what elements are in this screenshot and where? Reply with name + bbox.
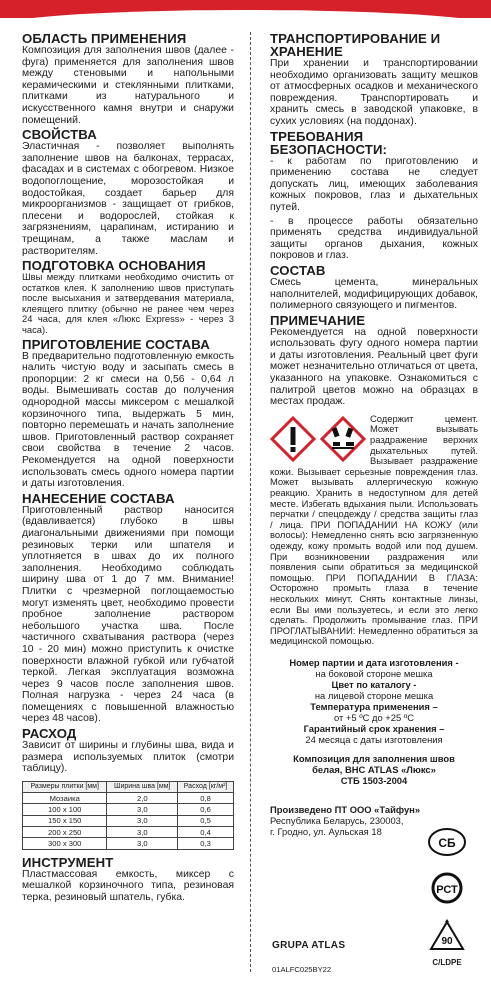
ghs-pictograms <box>270 416 366 462</box>
table-cell: 3,0 <box>107 827 178 838</box>
section-title-properties: СВОЙСТВА <box>22 127 97 143</box>
table-row <box>23 827 234 838</box>
product-info <box>270 657 478 786</box>
section-text-tools: Пластмассовая емкость, миксер с мешалкой корзиночного типа, резиновая терка, резиновый шпатель, губка. <box>22 868 234 903</box>
section-title-note: ПРИМЕЧАНИЕ <box>270 312 366 328</box>
section-text-safety-2: - в процессе работы обязательно применять средства индивидуальной защиты органов дыхания, кожных покровов и глаз. <box>270 215 478 262</box>
info-line: Гарантийный срок хранения – <box>303 722 445 734</box>
table-cell: 0,3 <box>178 838 234 849</box>
section-title-tools: ИНСТРУМЕНТ <box>22 854 114 870</box>
product-name: белая, ВНС ATLAS «Люкс» <box>312 763 436 775</box>
table-header: Расход [кг/м²] <box>178 781 234 792</box>
table-cell: 100 x 100 <box>23 804 107 815</box>
product-name: Композиция для заполнения швов <box>293 752 455 764</box>
section-text-properties: Эластичная - позволяет выполнять заполнение швов на балконах, террасах, фасадах и в системах с обогревом. Низкое водопоглощение, морозостойкая и водостойкая, создает барьер для микроорганизмов - защищает от грибков, плесени и водорослей, стойкая к загрязнениям, царапинам, истиранию и трещинам, а также маслам и растворителям. <box>22 141 234 257</box>
info-line: 24 месяца с даты изготовления <box>305 733 443 745</box>
section-text-application-method: Приготовленный раствор наносится (вдавливается) глубоко в швы диагональными движениями при помощи резиновых терки или шпателя и уплотняется в швах до их полного заполнения. Необходимо соблюдать ширину шва от 1 до 7 мм. Внимание! Плитки с чрезмерной поглощаемостью могут изменять цвет, необходимо провести пробное заполнение раствором небольшого участка шва. После частичного схватывания раствора (через 10 - 20 мин) можно приступить к очистке поверхности влажной губкой или губчатой теркой. Легкая эксплуатация возможна через 9 часов после заполнения швов. Полная нагрузка - через 24 часа (в помещениях с повышенной влажностью через 48 часов). <box>22 504 234 725</box>
hazard-block <box>270 414 478 647</box>
table-header: Размеры плитки [мм] <box>23 781 107 792</box>
exclamation-hazard-icon <box>270 416 316 462</box>
table-row <box>23 815 234 826</box>
table-cell: 0,5 <box>178 815 234 826</box>
corrosion-hazard-icon <box>320 416 366 462</box>
cert-mark-icon <box>427 827 467 862</box>
section-text-composition: Смесь цемента, минеральных наполнителей, модифицирующих добавок, полимерного связующего и пигментов. <box>270 276 478 312</box>
section-title-base-preparation: ПОДГОТОВКА ОСНОВАНИЯ <box>22 258 206 274</box>
section-text-application: Композиция для заполнения швов (далее - фуга) применяется для заполнения швов между стеновыми и напольными керамическими и стеклянными плитками, плитками из натурального и искусственного камня внутри и снаружи помещений. <box>22 45 234 126</box>
table-cell: 3,0 <box>107 815 178 826</box>
table-header: Ширина шва [мм] <box>107 781 178 792</box>
section-title-mix-preparation: ПРИГОТОВЛЕНИЕ СОСТАВА <box>22 336 210 352</box>
recycle-label: C/LDPE <box>432 958 462 967</box>
section-text-note: Рекомендуется на одной поверхности использовать фугу одного номера партии и даты изготовления. Реальный цвет фуги может незначительно отличаться от цвета, указанного на упаковке. Ознакомиться с палитрой цветов можно на образцах в местах продаж. <box>270 326 478 408</box>
table-cell: 150 x 150 <box>23 815 107 826</box>
certification-logos <box>423 827 471 967</box>
producer-line: г. Гродно, ул. Аульская 18 <box>270 825 382 837</box>
info-line: на лицевой стороне мешка <box>314 689 434 701</box>
svg-text:СБ: СБ <box>438 836 456 850</box>
recycle-icon <box>428 919 466 967</box>
table-cell: 0,6 <box>178 804 234 815</box>
product-standard: СТБ 1503-2004 <box>340 774 408 786</box>
info-line: Температура применения – <box>310 700 438 712</box>
table-cell: 300 x 300 <box>23 838 107 849</box>
recycle-number: 90 <box>441 936 453 947</box>
svg-text:РСТ: РСТ <box>436 884 458 896</box>
left-column <box>22 32 234 905</box>
table-cell: 3,0 <box>107 838 178 849</box>
section-title-safety: ТРЕБОВАНИЯ БЕЗОПАСНОСТИ: <box>270 128 388 157</box>
table-cell: 3,0 <box>107 804 178 815</box>
section-title-consumption: РАСХОД <box>22 726 77 742</box>
consumption-table <box>22 781 234 850</box>
info-line: на боковой стороне мешка <box>315 667 433 679</box>
section-title-application-method: НАНЕСЕНИЕ СОСТАВА <box>22 490 175 506</box>
info-line: от +5 ºС до +25 ºС <box>334 711 414 723</box>
table-cell: 200 x 250 <box>23 827 107 838</box>
info-line: Номер партии и дата изготовления - <box>289 656 459 668</box>
table-cell: Мозаика <box>23 793 107 804</box>
section-title-application: ОБЛАСТЬ ПРИМЕНЕНИЯ <box>22 31 187 46</box>
table-row <box>23 838 234 849</box>
table-row <box>23 793 234 804</box>
table-cell: 2,0 <box>107 793 178 804</box>
table-row <box>23 804 234 815</box>
column-divider <box>250 32 251 972</box>
right-column <box>270 32 478 837</box>
brand-name: GRUPA ATLAS <box>272 940 346 951</box>
hazard-text: Содержит цемент. Может вызывать раздражение верхних дыхательных путей. Вызывает раздражение кожи. Вызывает серьезные повреждения глаз. Может вызывать аллергическую кожную реакцию. Хранить в недоступном для детей месте. Избегать вдыхания пыли. Использовать перчатки / спецодежду / средства защиты глаз / лица. ПРИ ПОПАДАНИИ НА КОЖУ (или волосы): Немедленно снять всю загрязненную одежду, кожу промыть водой или под душем. При возникновении раздражения или появления сыпи обратиться за медицинской помощью. ПРИ ПОПАДАНИИ В ГЛАЗА: Осторожно промыть глаза в течение нескольких минут. Снять контактные линзы, если Вы ими пользуетесь, и если это легко сделать. Продолжить промывание глаз. ПРИ ПРОГЛАТЫВАНИИ: Немедленно обратиться за медицинской помощью. <box>270 412 478 647</box>
section-title-transport: ТРАНСПОРТИРОВАНИЕ И ХРАНЕНИЕ <box>270 31 441 59</box>
top-accent-bar <box>0 0 491 18</box>
section-text-base-preparation: Швы между плитками необходимо очистить от остатков клея. К заполнению швов приступать после высыхания и затвердевания материала, клеящего плитку (обычно не ранее чем через 24 часа, для клея «Люкс Express» - через 3 часа). <box>22 271 234 336</box>
section-text-mix-preparation: В предварительно подготовленную емкость налить чистую воду и засыпать смесь в пропорции: 2 кг смеси на 0,56 - 0,64 л воды. Вымешивать состав до получения однородной массы миксером с мешалкой корзиночного типа, выдержать 5 мин, повторно перемешать и начать заполнение швов. Приготовленный раствор сохраняет свои свойства в течение 2 часов. Рекомендуется на одной поверхности использовать смесь одного номера партии и даты изготовления. <box>22 350 234 490</box>
section-text-transport: При хранении и транспортировании необходимо организовать защиту мешков от атмосферных осадков и механического повреждения. Транспортировать и хранить смесь в заводской упаковке, в сухих условиях (на поддонах). <box>270 58 478 127</box>
section-title-composition: СОСТАВ <box>270 262 326 278</box>
info-line: Цвет по каталогу - <box>331 678 417 690</box>
product-code: 01ALFC025BY22 <box>272 965 332 974</box>
table-cell: 0,8 <box>178 793 234 804</box>
producer-line: Произведено ПТ ООО «Тайфун» <box>270 803 421 815</box>
table-cell: 0,4 <box>178 827 234 838</box>
section-text-safety-1: - к работам по приготовлению и применению состава не следует допускать лиц, имеющих заболевания кожных покровов, глаз и дыхательных путей. <box>270 155 478 213</box>
producer-line: Республика Беларусь, 230003, <box>270 814 404 826</box>
section-text-consumption: Зависит от ширины и глубины шва, вида и размера используемых плиток (смотри таблицу). <box>22 740 234 775</box>
pct-mark-icon <box>427 872 467 909</box>
